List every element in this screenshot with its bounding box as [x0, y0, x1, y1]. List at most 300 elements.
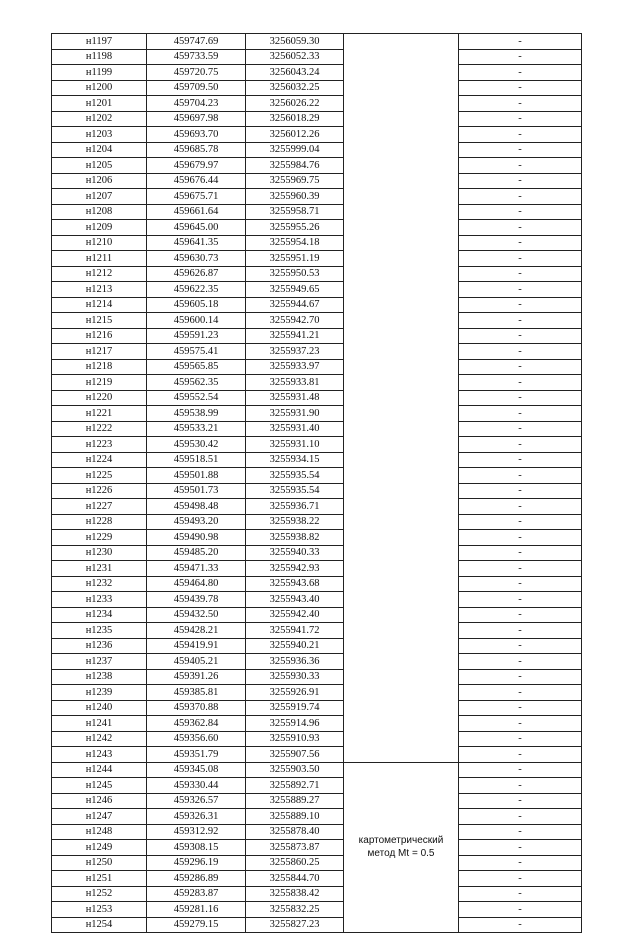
point-number-cell: н1247 — [52, 809, 147, 825]
point-number-cell: н1230 — [52, 545, 147, 561]
table-row — [52, 607, 582, 623]
method-cell-empty — [344, 220, 459, 236]
method-cell-empty — [344, 65, 459, 81]
y-coordinate-cell: 3255933.81 — [246, 375, 344, 391]
point-number-cell: н1217 — [52, 344, 147, 360]
description-cell: - — [459, 824, 582, 840]
y-coordinate-cell: 3255931.40 — [246, 421, 344, 437]
description-cell: - — [459, 34, 582, 50]
y-coordinate-cell: 3256059.30 — [246, 34, 344, 50]
y-coordinate-cell: 3255951.19 — [246, 251, 344, 267]
y-coordinate-cell: 3255958.71 — [246, 204, 344, 220]
y-coordinate-cell: 3256012.26 — [246, 127, 344, 143]
table-row — [52, 468, 582, 484]
y-coordinate-cell: 3255827.23 — [246, 917, 344, 933]
x-coordinate-cell: 459641.35 — [147, 235, 246, 251]
x-coordinate-cell: 459464.80 — [147, 576, 246, 592]
point-number-cell: н1244 — [52, 762, 147, 778]
y-coordinate-cell: 3256018.29 — [246, 111, 344, 127]
description-cell: - — [459, 716, 582, 732]
description-cell: - — [459, 747, 582, 763]
y-coordinate-cell: 3255931.48 — [246, 390, 344, 406]
description-cell: - — [459, 421, 582, 437]
method-cell-empty — [344, 638, 459, 654]
description-cell: - — [459, 902, 582, 918]
description-cell: - — [459, 282, 582, 298]
table-row — [52, 266, 582, 282]
point-number-cell: н1199 — [52, 65, 147, 81]
table-row — [52, 406, 582, 422]
x-coordinate-cell: 459645.00 — [147, 220, 246, 236]
y-coordinate-cell: 3255944.67 — [246, 297, 344, 313]
y-coordinate-cell: 3255889.10 — [246, 809, 344, 825]
point-number-cell: н1246 — [52, 793, 147, 809]
x-coordinate-cell: 459330.44 — [147, 778, 246, 794]
x-coordinate-cell: 459530.42 — [147, 437, 246, 453]
point-number-cell: н1216 — [52, 328, 147, 344]
x-coordinate-cell: 459432.50 — [147, 607, 246, 623]
method-cell-empty — [344, 731, 459, 747]
table-row — [52, 716, 582, 732]
method-cell-empty — [344, 313, 459, 329]
description-cell: - — [459, 886, 582, 902]
point-number-cell: н1219 — [52, 375, 147, 391]
x-coordinate-cell: 459533.21 — [147, 421, 246, 437]
description-cell: - — [459, 793, 582, 809]
table-row — [52, 855, 582, 871]
x-coordinate-cell: 459675.71 — [147, 189, 246, 205]
point-number-cell: н1203 — [52, 127, 147, 143]
table-row — [52, 824, 582, 840]
coordinates-table-body — [52, 34, 582, 933]
x-coordinate-cell: 459605.18 — [147, 297, 246, 313]
description-cell: - — [459, 607, 582, 623]
table-row — [52, 96, 582, 112]
table-row — [52, 375, 582, 391]
point-number-cell: н1222 — [52, 421, 147, 437]
y-coordinate-cell: 3255933.97 — [246, 359, 344, 375]
point-number-cell: н1236 — [52, 638, 147, 654]
description-cell: - — [459, 778, 582, 794]
method-cell-empty — [344, 576, 459, 592]
point-number-cell: н1240 — [52, 700, 147, 716]
table-row — [52, 669, 582, 685]
method-cell-empty — [344, 111, 459, 127]
description-cell: - — [459, 483, 582, 499]
description-cell: - — [459, 437, 582, 453]
table-row — [52, 313, 582, 329]
method-cell-empty — [344, 127, 459, 143]
x-coordinate-cell: 459296.19 — [147, 855, 246, 871]
point-number-cell: н1251 — [52, 871, 147, 887]
table-row — [52, 297, 582, 313]
table-row — [52, 778, 582, 794]
method-cell-empty — [344, 359, 459, 375]
y-coordinate-cell: 3255934.15 — [246, 452, 344, 468]
table-row — [52, 793, 582, 809]
table-row — [52, 173, 582, 189]
method-note-cell: картометрический метод Mt = 0.5 — [344, 762, 459, 933]
description-cell: - — [459, 266, 582, 282]
x-coordinate-cell: 459471.33 — [147, 561, 246, 577]
point-number-cell: н1234 — [52, 607, 147, 623]
description-cell: - — [459, 530, 582, 546]
method-cell-empty — [344, 514, 459, 530]
point-number-cell: н1232 — [52, 576, 147, 592]
method-cell-empty — [344, 592, 459, 608]
description-cell: - — [459, 561, 582, 577]
table-row — [52, 514, 582, 530]
method-cell-empty — [344, 158, 459, 174]
description-cell: - — [459, 731, 582, 747]
table-row — [52, 762, 582, 778]
table-row — [52, 111, 582, 127]
x-coordinate-cell: 459326.31 — [147, 809, 246, 825]
table-row — [52, 545, 582, 561]
x-coordinate-cell: 459591.23 — [147, 328, 246, 344]
point-number-cell: н1202 — [52, 111, 147, 127]
x-coordinate-cell: 459308.15 — [147, 840, 246, 856]
method-cell-empty — [344, 390, 459, 406]
y-coordinate-cell: 3255931.90 — [246, 406, 344, 422]
table-row — [52, 561, 582, 577]
x-coordinate-cell: 459351.79 — [147, 747, 246, 763]
y-coordinate-cell: 3255926.91 — [246, 685, 344, 701]
y-coordinate-cell: 3255910.93 — [246, 731, 344, 747]
y-coordinate-cell: 3255907.56 — [246, 747, 344, 763]
description-cell: - — [459, 762, 582, 778]
method-cell-empty — [344, 204, 459, 220]
y-coordinate-cell: 3255936.36 — [246, 654, 344, 670]
method-cell-empty — [344, 297, 459, 313]
point-number-cell: н1242 — [52, 731, 147, 747]
description-cell: - — [459, 623, 582, 639]
point-number-cell: н1249 — [52, 840, 147, 856]
description-cell: - — [459, 173, 582, 189]
x-coordinate-cell: 459485.20 — [147, 545, 246, 561]
point-number-cell: н1214 — [52, 297, 147, 313]
x-coordinate-cell: 459439.78 — [147, 592, 246, 608]
point-number-cell: н1231 — [52, 561, 147, 577]
point-number-cell: н1209 — [52, 220, 147, 236]
x-coordinate-cell: 459697.98 — [147, 111, 246, 127]
y-coordinate-cell: 3255942.70 — [246, 313, 344, 329]
point-number-cell: н1235 — [52, 623, 147, 639]
method-cell-empty — [344, 685, 459, 701]
x-coordinate-cell: 459600.14 — [147, 313, 246, 329]
table-row — [52, 731, 582, 747]
x-coordinate-cell: 459575.41 — [147, 344, 246, 360]
description-cell: - — [459, 359, 582, 375]
table-row — [52, 809, 582, 825]
table-row — [52, 251, 582, 267]
y-coordinate-cell: 3255844.70 — [246, 871, 344, 887]
table-row — [52, 871, 582, 887]
point-number-cell: н1213 — [52, 282, 147, 298]
y-coordinate-cell: 3256026.22 — [246, 96, 344, 112]
description-cell: - — [459, 654, 582, 670]
description-cell: - — [459, 96, 582, 112]
x-coordinate-cell: 459747.69 — [147, 34, 246, 50]
description-cell: - — [459, 344, 582, 360]
x-coordinate-cell: 459733.59 — [147, 49, 246, 65]
x-coordinate-cell: 459693.70 — [147, 127, 246, 143]
table-row — [52, 344, 582, 360]
y-coordinate-cell: 3255936.71 — [246, 499, 344, 515]
description-cell: - — [459, 235, 582, 251]
y-coordinate-cell: 3255969.75 — [246, 173, 344, 189]
description-cell: - — [459, 189, 582, 205]
table-row — [52, 65, 582, 81]
x-coordinate-cell: 459490.98 — [147, 530, 246, 546]
y-coordinate-cell: 3255838.42 — [246, 886, 344, 902]
x-coordinate-cell: 459326.57 — [147, 793, 246, 809]
y-coordinate-cell: 3255832.25 — [246, 902, 344, 918]
x-coordinate-cell: 459501.73 — [147, 483, 246, 499]
description-cell: - — [459, 871, 582, 887]
description-cell: - — [459, 468, 582, 484]
table-row — [52, 530, 582, 546]
point-number-cell: н1252 — [52, 886, 147, 902]
description-cell: - — [459, 204, 582, 220]
y-coordinate-cell: 3255889.27 — [246, 793, 344, 809]
y-coordinate-cell: 3255860.25 — [246, 855, 344, 871]
point-number-cell: н1224 — [52, 452, 147, 468]
method-cell-empty — [344, 747, 459, 763]
table-row — [52, 49, 582, 65]
point-number-cell: н1204 — [52, 142, 147, 158]
method-cell-empty — [344, 716, 459, 732]
x-coordinate-cell: 459685.78 — [147, 142, 246, 158]
method-cell-empty — [344, 49, 459, 65]
method-cell-empty — [344, 235, 459, 251]
x-coordinate-cell: 459704.23 — [147, 96, 246, 112]
description-cell: - — [459, 669, 582, 685]
table-row — [52, 917, 582, 933]
y-coordinate-cell: 3255940.21 — [246, 638, 344, 654]
method-cell-empty — [344, 266, 459, 282]
method-cell-empty — [344, 80, 459, 96]
description-cell: - — [459, 592, 582, 608]
x-coordinate-cell: 459356.60 — [147, 731, 246, 747]
x-coordinate-cell: 459286.89 — [147, 871, 246, 887]
method-cell-empty — [344, 623, 459, 639]
method-cell-empty — [344, 344, 459, 360]
x-coordinate-cell: 459345.08 — [147, 762, 246, 778]
point-number-cell: н1243 — [52, 747, 147, 763]
method-cell-empty — [344, 282, 459, 298]
table-row — [52, 204, 582, 220]
table-row — [52, 34, 582, 50]
table-row — [52, 189, 582, 205]
point-number-cell: н1206 — [52, 173, 147, 189]
description-cell: - — [459, 80, 582, 96]
y-coordinate-cell: 3255942.40 — [246, 607, 344, 623]
x-coordinate-cell: 459720.75 — [147, 65, 246, 81]
point-number-cell: н1207 — [52, 189, 147, 205]
y-coordinate-cell: 3255914.96 — [246, 716, 344, 732]
y-coordinate-cell: 3255954.18 — [246, 235, 344, 251]
x-coordinate-cell: 459661.64 — [147, 204, 246, 220]
y-coordinate-cell: 3255938.82 — [246, 530, 344, 546]
description-cell: - — [459, 65, 582, 81]
table-row — [52, 902, 582, 918]
table-row — [52, 654, 582, 670]
x-coordinate-cell: 459419.91 — [147, 638, 246, 654]
method-cell-empty — [344, 452, 459, 468]
point-number-cell: н1210 — [52, 235, 147, 251]
x-coordinate-cell: 459493.20 — [147, 514, 246, 530]
method-cell-empty — [344, 189, 459, 205]
point-number-cell: н1198 — [52, 49, 147, 65]
y-coordinate-cell: 3255878.40 — [246, 824, 344, 840]
table-row — [52, 747, 582, 763]
point-number-cell: н1229 — [52, 530, 147, 546]
point-number-cell: н1227 — [52, 499, 147, 515]
point-number-cell: н1205 — [52, 158, 147, 174]
method-cell-empty — [344, 96, 459, 112]
y-coordinate-cell: 3256032.25 — [246, 80, 344, 96]
x-coordinate-cell: 459630.73 — [147, 251, 246, 267]
method-cell-empty — [344, 499, 459, 515]
description-cell: - — [459, 638, 582, 654]
table-row — [52, 452, 582, 468]
table-row — [52, 359, 582, 375]
point-number-cell: н1233 — [52, 592, 147, 608]
y-coordinate-cell: 3255950.53 — [246, 266, 344, 282]
table-row — [52, 235, 582, 251]
y-coordinate-cell: 3255940.33 — [246, 545, 344, 561]
point-number-cell: н1208 — [52, 204, 147, 220]
point-number-cell: н1215 — [52, 313, 147, 329]
point-number-cell: н1200 — [52, 80, 147, 96]
point-number-cell: н1228 — [52, 514, 147, 530]
y-coordinate-cell: 3255937.23 — [246, 344, 344, 360]
table-row — [52, 142, 582, 158]
x-coordinate-cell: 459552.54 — [147, 390, 246, 406]
y-coordinate-cell: 3255938.22 — [246, 514, 344, 530]
y-coordinate-cell: 3255935.54 — [246, 483, 344, 499]
table-row — [52, 483, 582, 499]
description-cell: - — [459, 514, 582, 530]
table-row — [52, 220, 582, 236]
description-cell: - — [459, 685, 582, 701]
x-coordinate-cell: 459370.88 — [147, 700, 246, 716]
x-coordinate-cell: 459385.81 — [147, 685, 246, 701]
x-coordinate-cell: 459281.16 — [147, 902, 246, 918]
y-coordinate-cell: 3255943.40 — [246, 592, 344, 608]
x-coordinate-cell: 459283.87 — [147, 886, 246, 902]
description-cell: - — [459, 313, 582, 329]
table-row — [52, 576, 582, 592]
point-number-cell: н1225 — [52, 468, 147, 484]
description-cell: - — [459, 576, 582, 592]
x-coordinate-cell: 459518.51 — [147, 452, 246, 468]
method-cell-empty — [344, 700, 459, 716]
y-coordinate-cell: 3255942.93 — [246, 561, 344, 577]
table-row — [52, 328, 582, 344]
point-number-cell: н1197 — [52, 34, 147, 50]
point-number-cell: н1223 — [52, 437, 147, 453]
point-number-cell: н1221 — [52, 406, 147, 422]
x-coordinate-cell: 459362.84 — [147, 716, 246, 732]
y-coordinate-cell: 3256043.24 — [246, 65, 344, 81]
y-coordinate-cell: 3255919.74 — [246, 700, 344, 716]
description-cell: - — [459, 809, 582, 825]
point-number-cell: н1250 — [52, 855, 147, 871]
method-cell-empty — [344, 251, 459, 267]
description-cell: - — [459, 251, 582, 267]
y-coordinate-cell: 3255941.72 — [246, 623, 344, 639]
y-coordinate-cell: 3255892.71 — [246, 778, 344, 794]
description-cell: - — [459, 220, 582, 236]
y-coordinate-cell: 3255931.10 — [246, 437, 344, 453]
table-row — [52, 886, 582, 902]
description-cell: - — [459, 111, 582, 127]
table-row — [52, 421, 582, 437]
y-coordinate-cell: 3255960.39 — [246, 189, 344, 205]
x-coordinate-cell: 459501.88 — [147, 468, 246, 484]
description-cell: - — [459, 127, 582, 143]
description-cell: - — [459, 452, 582, 468]
table-row — [52, 127, 582, 143]
method-cell-empty — [344, 669, 459, 685]
method-cell-empty — [344, 34, 459, 50]
description-cell: - — [459, 700, 582, 716]
table-row — [52, 437, 582, 453]
x-coordinate-cell: 459679.97 — [147, 158, 246, 174]
y-coordinate-cell: 3255873.87 — [246, 840, 344, 856]
method-cell-empty — [344, 468, 459, 484]
point-number-cell: н1226 — [52, 483, 147, 499]
point-number-cell: н1241 — [52, 716, 147, 732]
description-cell: - — [459, 390, 582, 406]
method-cell-empty — [344, 545, 459, 561]
y-coordinate-cell: 3255941.21 — [246, 328, 344, 344]
description-cell: - — [459, 158, 582, 174]
method-cell-empty — [344, 328, 459, 344]
method-cell-empty — [344, 607, 459, 623]
y-coordinate-cell: 3255955.26 — [246, 220, 344, 236]
point-number-cell: н1212 — [52, 266, 147, 282]
y-coordinate-cell: 3255943.68 — [246, 576, 344, 592]
table-row — [52, 390, 582, 406]
x-coordinate-cell: 459626.87 — [147, 266, 246, 282]
description-cell: - — [459, 406, 582, 422]
point-number-cell: н1211 — [52, 251, 147, 267]
table-row — [52, 685, 582, 701]
method-cell-empty — [344, 375, 459, 391]
table-row — [52, 623, 582, 639]
method-cell-empty — [344, 142, 459, 158]
y-coordinate-cell: 3255984.76 — [246, 158, 344, 174]
method-cell-empty — [344, 173, 459, 189]
point-number-cell: н1239 — [52, 685, 147, 701]
point-number-cell: н1237 — [52, 654, 147, 670]
table-row — [52, 840, 582, 856]
x-coordinate-cell: 459428.21 — [147, 623, 246, 639]
x-coordinate-cell: 459312.92 — [147, 824, 246, 840]
point-number-cell: н1220 — [52, 390, 147, 406]
point-number-cell: н1253 — [52, 902, 147, 918]
table-row — [52, 499, 582, 515]
table-row — [52, 638, 582, 654]
x-coordinate-cell: 459538.99 — [147, 406, 246, 422]
point-number-cell: н1218 — [52, 359, 147, 375]
point-number-cell: н1201 — [52, 96, 147, 112]
description-cell: - — [459, 49, 582, 65]
x-coordinate-cell: 459709.50 — [147, 80, 246, 96]
